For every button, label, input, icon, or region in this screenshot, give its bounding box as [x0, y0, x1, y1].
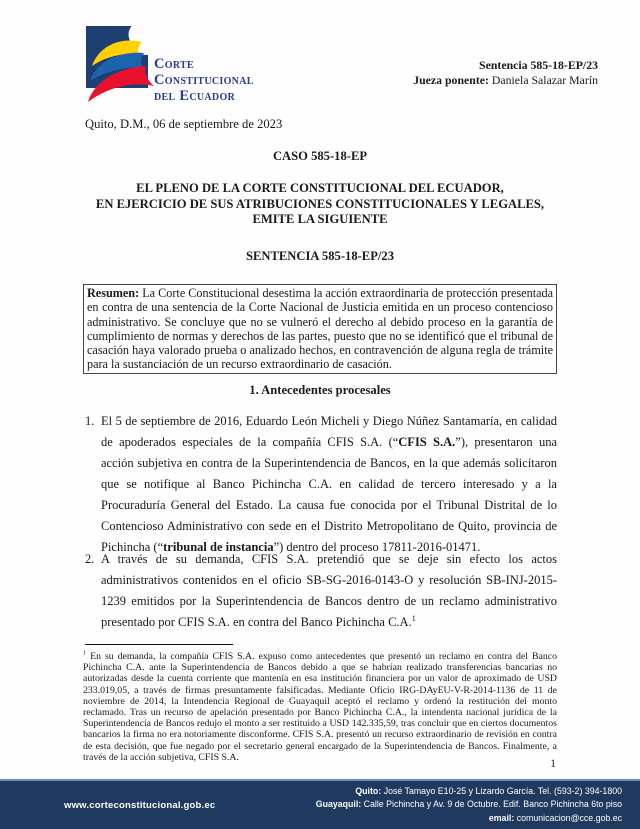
- paragraph-1-text: El 5 de septiembre de 2016, Eduardo León Micheli y Diego Núñez Santamaría, en calidad de apoderados especiales de la compañía CFIS S.A. (“CFIS S.A.”), presentaron una acción subjetiva en contra de la Superintendencia de Bancos, en la que además solicitaron que se notifique al Banco Pichincha C.A. en calidad de tercero interesado y a la Procuraduría General del Estado. La causa fue conocida por el Tribunal Distrital de lo Contencioso Administrativo con sede en el Distrito Metropolitano de Quito, provincia de Pichincha (“tribunal de instancia”) dentro del proceso 17811-2016-01471.: [101, 414, 557, 554]
- summary-box: Resumen: La Corte Constitucional desestima la acción extraordinaria de protección presentada en contra de una sentencia de la Corte Nacional de Justicia emitida en un proceso contencioso administrativo. Se concluye que no se vulneró el derecho al debido proceso en la garantía de cumplimiento de normas y derechos de las partes, puesto que no se identificó que el tribunal de casación haya valorado prueba o analizado hechos, en contravención de alguna regla de trámite para la sustanciación de un recurso extraordinario de casación.: [83, 284, 557, 374]
- paragraph-2-text: A través de su demanda, CFIS S.A. pretendió que se deje sin efecto los actos administrativos contenidos en el oficio SB-SG-2016-0143-O y resolución SB-INJ-2015-1239 emitidos por la Superintendencia de Bancos dentro de un reclamo administrativo presentado por CFIS S.A. en contra del Banco Pichincha C.A.$^1$: [101, 552, 557, 629]
- case-heading: CASO 585-18-EP: [272, 149, 368, 163]
- paragraph-1: [85, 411, 557, 558]
- footer-bar: [0, 779, 640, 829]
- plenary-heading-line-3: EMITE LA SIGUIENTE: [252, 212, 388, 226]
- logo-line-2: Constitucional: [154, 72, 254, 88]
- logo-line-3: del Ecuador: [154, 88, 236, 104]
- footnote-separator: [85, 644, 233, 645]
- plenary-heading: [0, 181, 640, 228]
- court-logo-wordmark: [154, 56, 254, 104]
- footer-website-link[interactable]: www.corteconstitucional.gob.ec: [64, 800, 216, 811]
- paragraph-1-number: 1.: [85, 414, 95, 428]
- logo-line-1: Corte: [154, 56, 194, 72]
- plenary-heading-line-2: EN EJERCICIO DE SUS ATRIBUCIONES CONSTITUCIONALES Y LEGALES,: [95, 196, 545, 211]
- judge-rapporteur: Jueza ponente: Daniela Salazar Marín: [413, 72, 598, 87]
- footer-contact-block: [316, 785, 622, 825]
- plenary-heading-line-1: EL PLENO DE LA CORTE CONSTITUCIONAL DEL ECUADOR,: [136, 181, 504, 195]
- footer-email-link[interactable]: email: comunicacion@cce.gob.ec: [488, 812, 622, 823]
- paragraph-2-number: 2.: [85, 552, 95, 566]
- sentence-reference: Sentencia 585-18-EP/23: [479, 58, 598, 72]
- paragraph-2: [85, 549, 557, 633]
- footer-quito-address: Quito: José Tamayo E10-25 y Lizardo García. Tel. (593-2) 394-1800: [355, 786, 622, 796]
- sentence-heading: SENTENCIA 585-18-EP/23: [246, 249, 394, 263]
- section-1-heading: 1. Antecedentes procesales: [249, 383, 391, 397]
- page-number: 1: [550, 758, 556, 770]
- date-line: Quito, D.M., 06 de septiembre de 2023: [85, 117, 283, 131]
- footer-guayaquil-address: Guayaquil: Calle Pichincha y Av. 9 de Octubre. Edif. Banco Pichincha 6to piso: [315, 799, 622, 810]
- footnote-1: $^1$ En su demanda, la compañía CFIS S.A. expuso como antecedentes que presentó un reclamo en contra del Banco Pichincha C.A. ante la Superintendencia de Bancos debido a que se habrían realizado transferencias bancarias no autorizadas desde la cuenta corriente que mantenía en esa institución financiera por un valor de aproximado de USD 233.019,05, a través de firmas presuntamente falsificadas. Mediante Oficio IRG-DAyEU-V-R-2014-1136 de 11 de noviembre de 2014, la Intendencia Regional de Guayaquil aceptó el reclamo y ordenó la restitución del monto reclamado. Tras un recurso de apelación presentado por Banco Pichincha C.A., la intendenta nacional jurídica de la Superintendencia de Bancos redujo el monto a ser restituido a USD 142.335,59, tras concluir que en ciertos documentos bancarios la firma no era notoriamente disconforme. CFIS S.A. presentó un recurso extraordinario de revisión en contra de esta decisión, que fue negado por el secretario general encargado de la Superintendencia de Bancos. Finalmente, a través de la acción subjetiva, CFIS S.A.: [83, 649, 557, 763]
- header-reference-block: [413, 58, 598, 87]
